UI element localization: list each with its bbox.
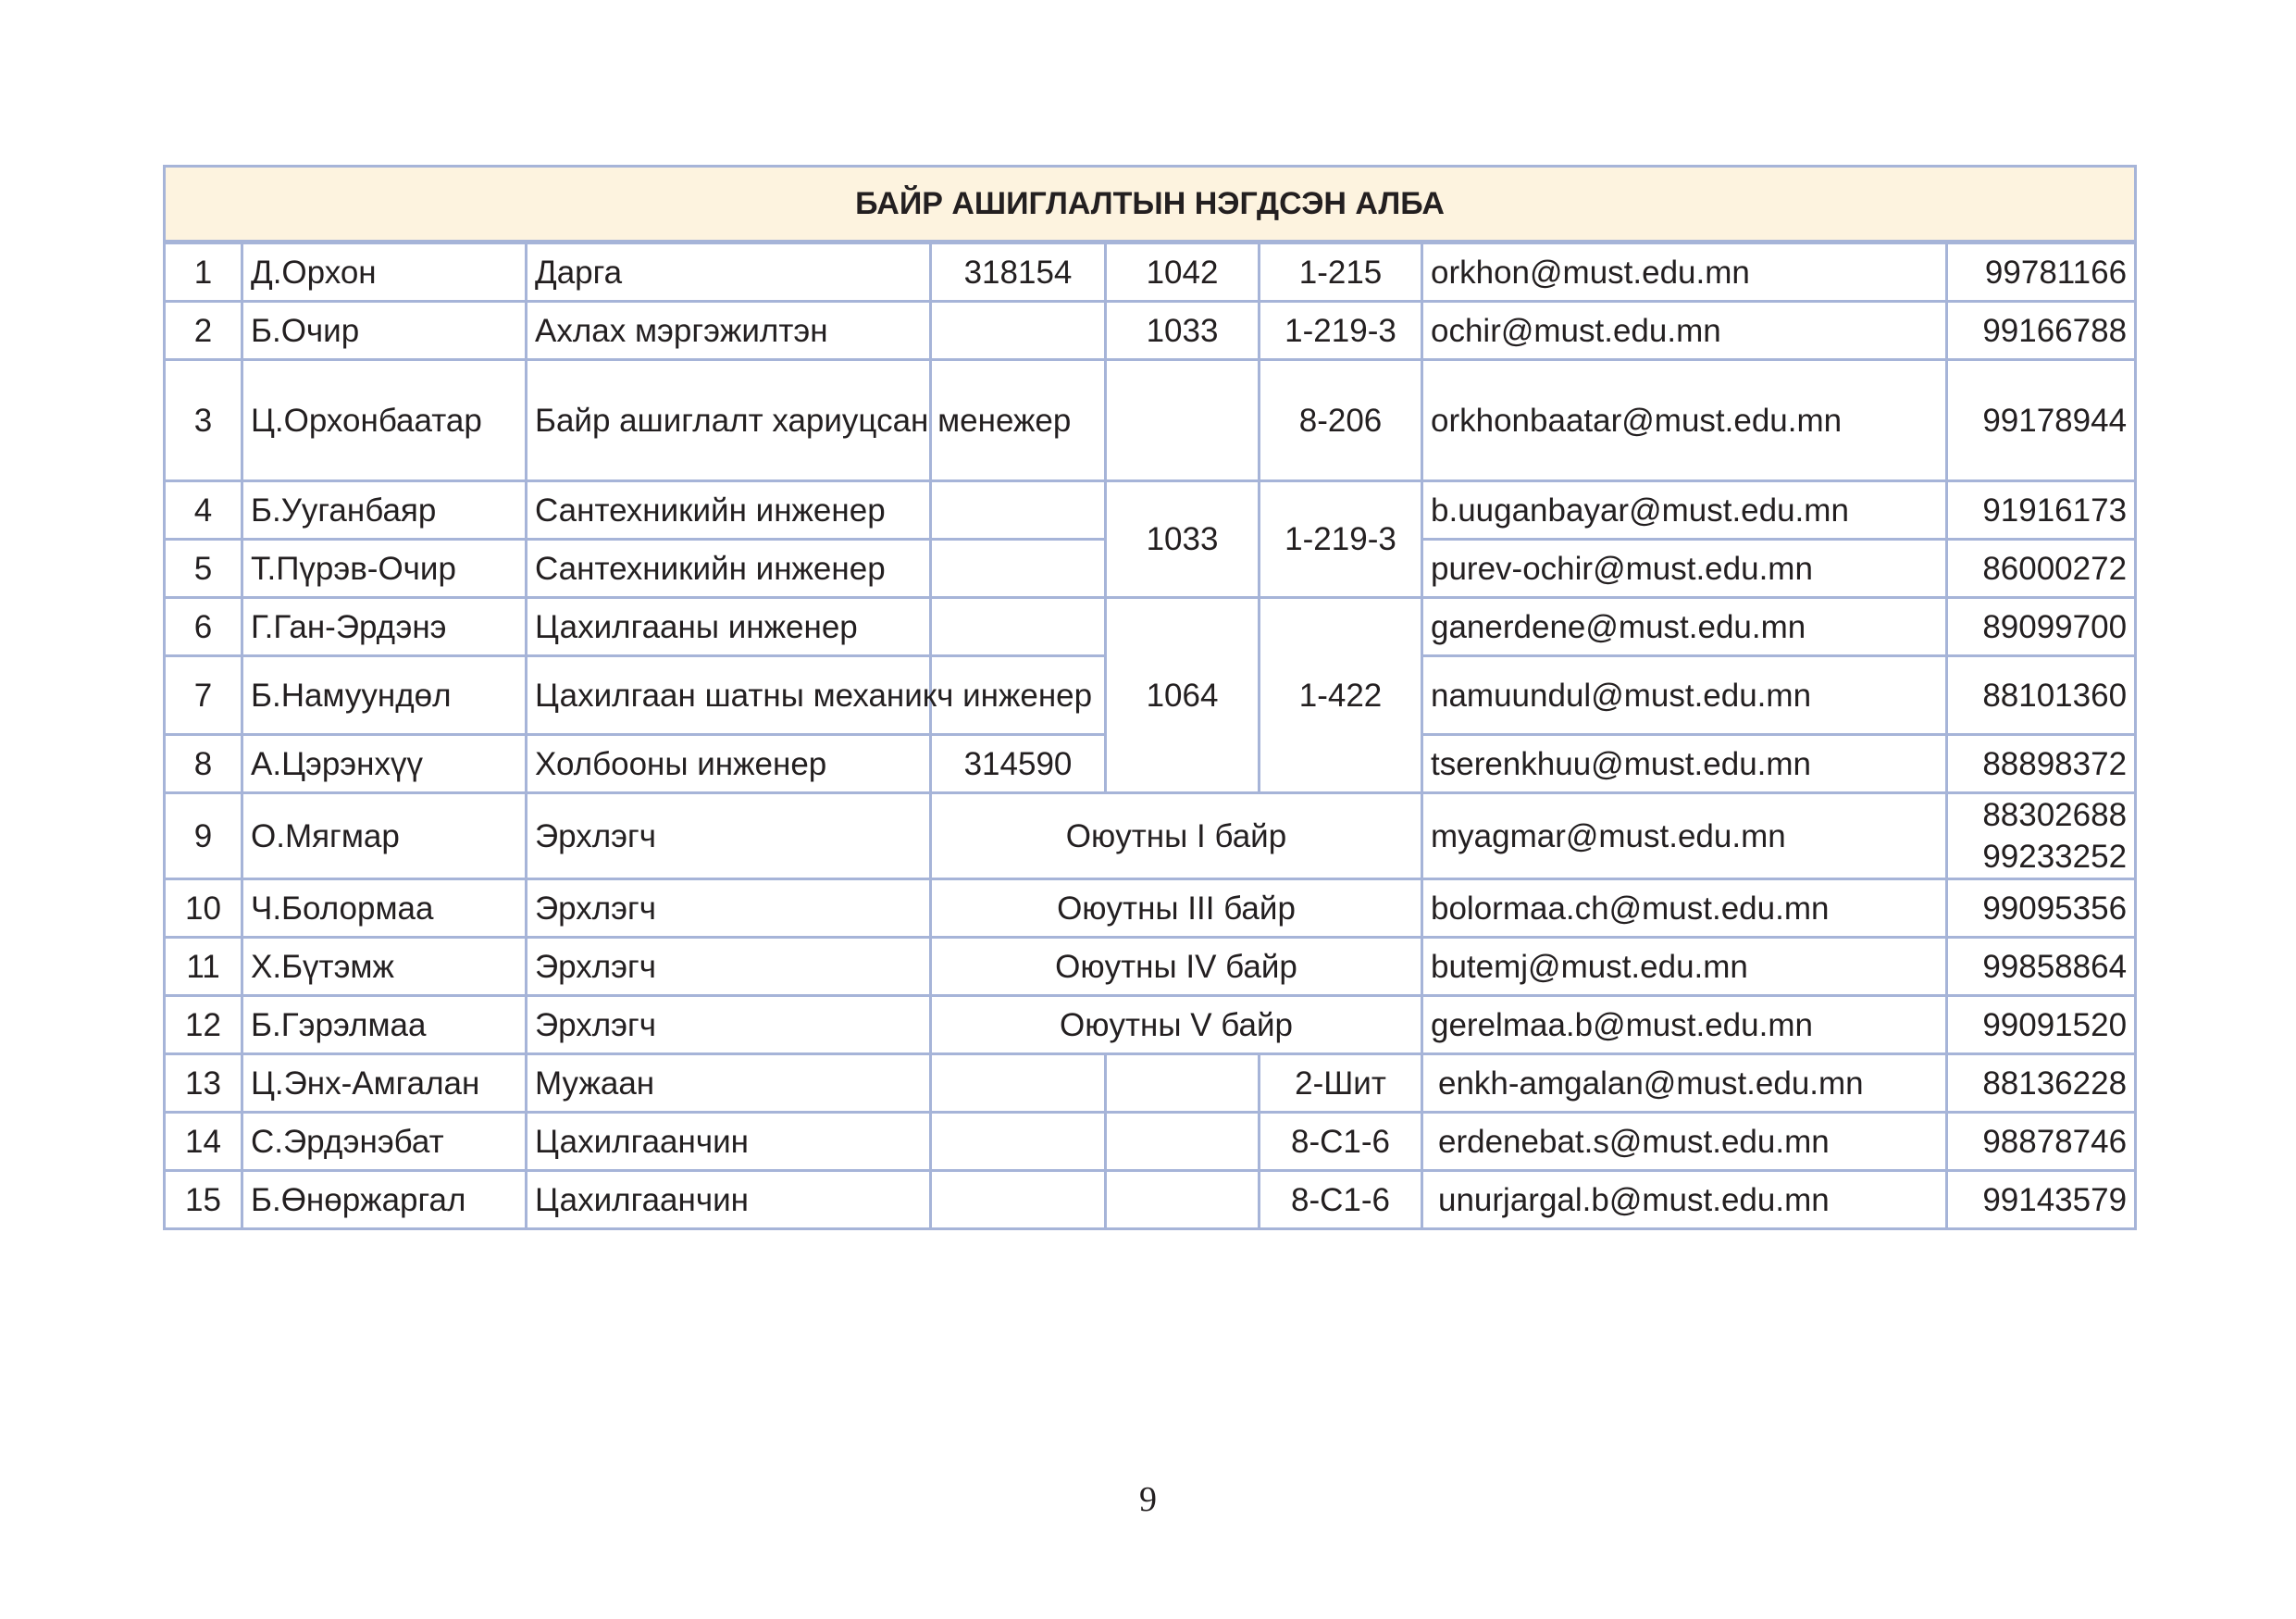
staff-name: Б.Намуундөл xyxy=(243,657,527,736)
staff-position: Холбооны инженер xyxy=(527,736,932,794)
row-number: 5 xyxy=(166,541,243,599)
document-page xyxy=(163,165,2134,1230)
email-address: tserenkhuu@must.edu.mn xyxy=(1423,736,1948,794)
internal-phone: 314590 xyxy=(932,736,1107,794)
staff-position: Эрхлэгч xyxy=(527,794,932,880)
staff-name: Ц.Орхонбаатар xyxy=(243,361,527,482)
row-number: 11 xyxy=(166,939,243,997)
mobile-phone: 99781166 xyxy=(1948,244,2137,303)
row-number: 4 xyxy=(166,482,243,541)
row-number: 13 xyxy=(166,1055,243,1114)
staff-directory-table xyxy=(163,165,2137,1230)
staff-position: Сантехникийн инженер xyxy=(527,482,932,541)
page-number: 9 xyxy=(1139,1480,1157,1519)
dormitory-location: Оюутны V байр xyxy=(932,997,1423,1055)
email-address: enkh-amgalan@must.edu.mn xyxy=(1423,1055,1948,1114)
internal-phone xyxy=(932,1114,1107,1172)
staff-position: Сантехникийн инженер xyxy=(527,541,932,599)
row-number: 10 xyxy=(166,880,243,939)
row-number: 8 xyxy=(166,736,243,794)
staff-name: Ц.Энх-Амгалан xyxy=(243,1055,527,1114)
table-row xyxy=(166,939,2137,997)
staff-position: Ахлах мэргэжилтэн xyxy=(527,303,932,361)
staff-position: Цахилгаанчин xyxy=(527,1172,932,1230)
dormitory-location: Оюутны I байр xyxy=(932,794,1423,880)
staff-name: Ч.Болормаа xyxy=(243,880,527,939)
dormitory-location: Оюутны III байр xyxy=(932,880,1423,939)
email-address: bolormaa.ch@must.edu.mn xyxy=(1423,880,1948,939)
staff-name: Х.Бүтэмж xyxy=(243,939,527,997)
mobile-phone: 88302688 xyxy=(1982,797,2128,833)
email-address: b.uuganbayar@must.edu.mn xyxy=(1423,482,1948,541)
staff-name: Д.Орхон xyxy=(243,244,527,303)
room-extension xyxy=(1107,1055,1260,1114)
row-number: 3 xyxy=(166,361,243,482)
staff-name: Б.Гэрэлмаа xyxy=(243,997,527,1055)
staff-name: Г.Ган-Эрдэнэ xyxy=(243,599,527,657)
row-number: 12 xyxy=(166,997,243,1055)
table-title: БАЙР АШИГЛАЛТЫН НЭГДСЭН АЛБА xyxy=(166,168,2137,244)
office-room: 8-206 xyxy=(1260,361,1423,482)
room-extension: 1064 xyxy=(1107,599,1260,794)
mobile-phone: 99178944 xyxy=(1948,361,2137,482)
internal-phone xyxy=(932,599,1107,657)
email-address: erdenebat.s@must.edu.mn xyxy=(1423,1114,1948,1172)
mobile-phone-secondary: 99233252 xyxy=(1982,839,2128,875)
staff-name: Б.Очир xyxy=(243,303,527,361)
internal-phone xyxy=(932,1172,1107,1230)
email-address: ganerdene@must.edu.mn xyxy=(1423,599,1948,657)
office-room: 1-215 xyxy=(1260,244,1423,303)
mobile-phone: 91916173 xyxy=(1948,482,2137,541)
row-number: 14 xyxy=(166,1114,243,1172)
mobile-phone: 99166788 xyxy=(1948,303,2137,361)
staff-position: Мужаан xyxy=(527,1055,932,1114)
table-row xyxy=(166,361,2137,482)
table-row xyxy=(166,794,2137,880)
table-row xyxy=(166,599,2137,657)
staff-position: Цахилгаанчин xyxy=(527,1114,932,1172)
office-room: 8-С1-6 xyxy=(1260,1114,1423,1172)
table-row xyxy=(166,482,2137,541)
table-row xyxy=(166,997,2137,1055)
staff-name: О.Мягмар xyxy=(243,794,527,880)
row-number: 6 xyxy=(166,599,243,657)
mobile-phone-pair xyxy=(1948,794,2137,880)
email-address: orkhon@must.edu.mn xyxy=(1423,244,1948,303)
office-room: 1-219-3 xyxy=(1260,303,1423,361)
row-number: 1 xyxy=(166,244,243,303)
internal-phone xyxy=(932,1055,1107,1114)
mobile-phone: 88101360 xyxy=(1948,657,2137,736)
email-address: myagmar@must.edu.mn xyxy=(1423,794,1948,880)
staff-position: Дарга xyxy=(527,244,932,303)
room-extension xyxy=(1107,1172,1260,1230)
email-address: gerelmaa.b@must.edu.mn xyxy=(1423,997,1948,1055)
mobile-phone: 99091520 xyxy=(1948,997,2137,1055)
mobile-phone: 88136228 xyxy=(1948,1055,2137,1114)
staff-position: Эрхлэгч xyxy=(527,880,932,939)
row-number: 2 xyxy=(166,303,243,361)
room-extension: 1033 xyxy=(1107,303,1260,361)
staff-name: Б.Ууганбаяр xyxy=(243,482,527,541)
staff-name: А.Цэрэнхүү xyxy=(243,736,527,794)
room-extension: 1033 xyxy=(1107,482,1260,599)
internal-phone xyxy=(932,303,1107,361)
table-row xyxy=(166,244,2137,303)
email-address: namuundul@must.edu.mn xyxy=(1423,657,1948,736)
internal-phone: 318154 xyxy=(932,244,1107,303)
table-row xyxy=(166,303,2137,361)
office-room: 1-422 xyxy=(1260,599,1423,794)
table-row xyxy=(166,1055,2137,1114)
email-address: purev-ochir@must.edu.mn xyxy=(1423,541,1948,599)
room-extension xyxy=(1107,361,1260,482)
office-room: 1-219-3 xyxy=(1260,482,1423,599)
table-row xyxy=(166,1172,2137,1230)
mobile-phone: 88898372 xyxy=(1948,736,2137,794)
office-room: 8-С1-6 xyxy=(1260,1172,1423,1230)
email-address: orkhonbaatar@must.edu.mn xyxy=(1423,361,1948,482)
room-extension xyxy=(1107,1114,1260,1172)
dormitory-location: Оюутны IV байр xyxy=(932,939,1423,997)
email-address: unurjargal.b@must.edu.mn xyxy=(1423,1172,1948,1230)
internal-phone xyxy=(932,482,1107,541)
email-address: butemj@must.edu.mn xyxy=(1423,939,1948,997)
row-number: 9 xyxy=(166,794,243,880)
email-address: ochir@must.edu.mn xyxy=(1423,303,1948,361)
row-number: 15 xyxy=(166,1172,243,1230)
staff-position: Эрхлэгч xyxy=(527,997,932,1055)
staff-position: Цахилгааны инженер xyxy=(527,599,932,657)
mobile-phone: 99095356 xyxy=(1948,880,2137,939)
mobile-phone: 89099700 xyxy=(1948,599,2137,657)
staff-name: С.Эрдэнэбат xyxy=(243,1114,527,1172)
office-room: 2-Шит xyxy=(1260,1055,1423,1114)
internal-phone xyxy=(932,541,1107,599)
mobile-phone: 99858864 xyxy=(1948,939,2137,997)
staff-position: Байр ашиглалт хариуцсан менежер xyxy=(527,361,932,482)
mobile-phone: 86000272 xyxy=(1948,541,2137,599)
mobile-phone: 99143579 xyxy=(1948,1172,2137,1230)
staff-name: Т.Пүрэв-Очир xyxy=(243,541,527,599)
row-number: 7 xyxy=(166,657,243,736)
room-extension: 1042 xyxy=(1107,244,1260,303)
staff-position: Цахилгаан шатны механикч инженер xyxy=(527,657,932,736)
table-row xyxy=(166,880,2137,939)
table-row xyxy=(166,1114,2137,1172)
staff-position: Эрхлэгч xyxy=(527,939,932,997)
mobile-phone: 98878746 xyxy=(1948,1114,2137,1172)
staff-name: Б.Өнөржаргал xyxy=(243,1172,527,1230)
